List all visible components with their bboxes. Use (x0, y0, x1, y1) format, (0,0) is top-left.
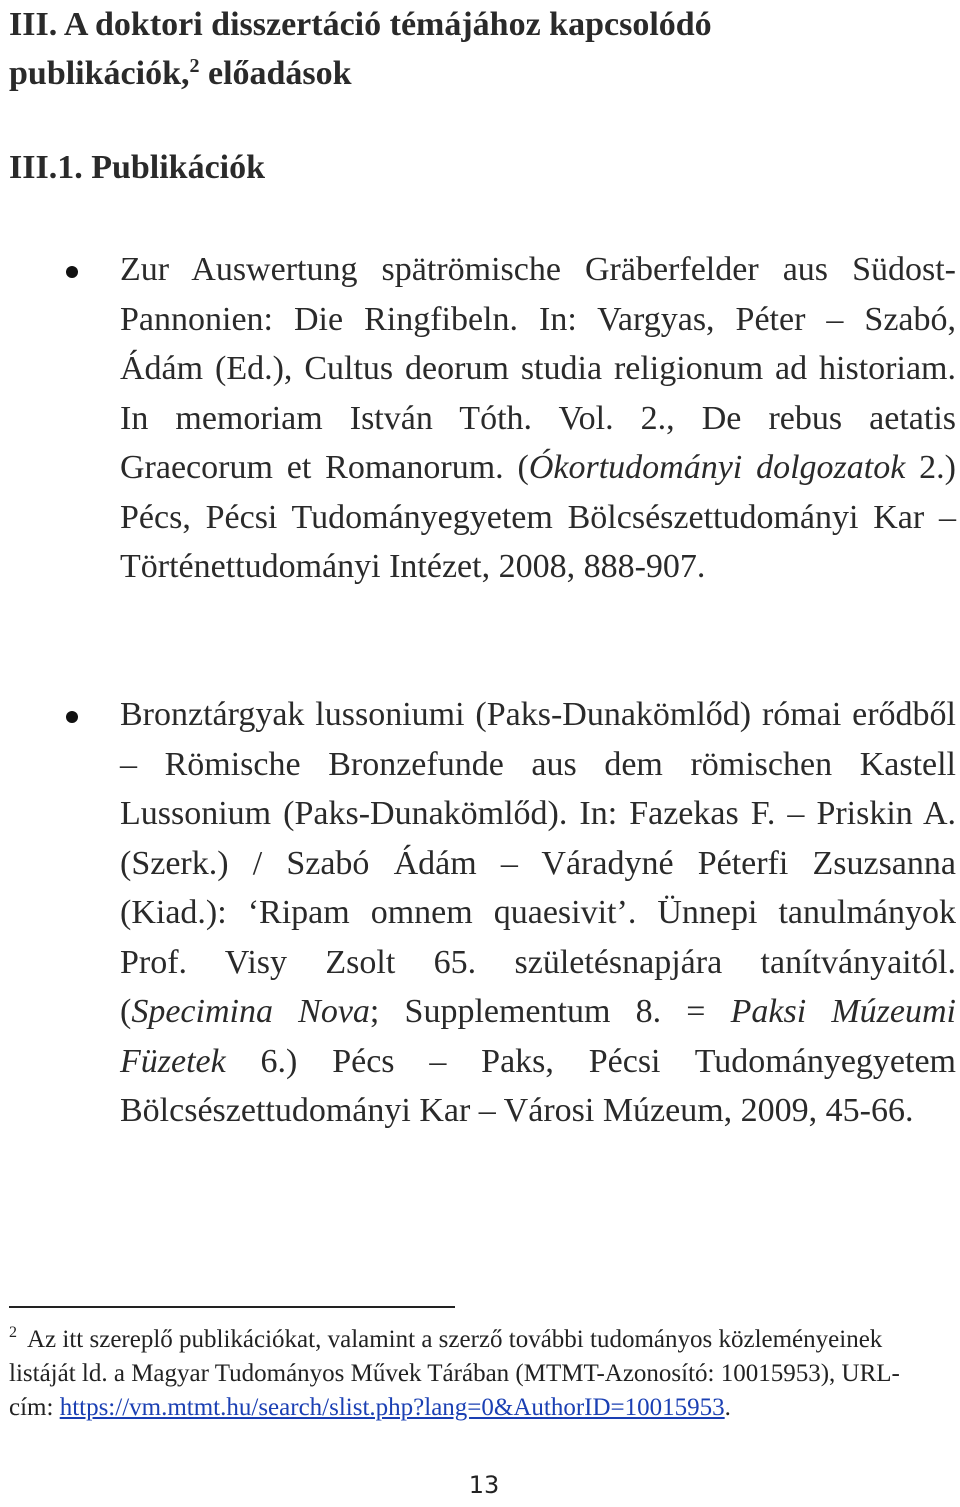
publication-text: Zur Auswertung spätrömische Gräberfelder aus Südost-Pannonien: Die Ringfibeln. In: Vargyas, Péter – Szabó, Ádám (Ed.), Cultus deorum studia religionum ad historiam. In memoriam István Tóth. Vol. 2., De rebus aetatis Graecorum et Romanorum. ( (120, 251, 956, 486)
mtmt-link[interactable]: https://vm.mtmt.hu/search/slist.php?lang=0&AuthorID=10015953 (59, 1394, 725, 1421)
footnote-marker: 2 (9, 1324, 17, 1341)
chapter-heading (9, 0, 949, 98)
publication-text: 2.) Pécs, Pécsi Tudományegyetem Bölcsészettudományi Kar – Történettudományi Intézet, 2008, 888-907. (120, 449, 956, 585)
section-heading: III.1. Publikációk (9, 149, 266, 186)
footnote-text: Az itt szereplő publikációkat, valamint a szerző további tudományos közleményeinek listáját ld. a Magyar Tudományos Művek Tárában (MTMT-Azonosító: 10015953), URL-cím: (9, 1326, 900, 1421)
publication-text: Bronztárgyak lussoniumi (Paks-Dunakömlőd) római erődből – Römische Bronzefunde aus dem römischen Kastell Lussonium (Paks-Dunakömlőd). In: Fazekas F. – Priskin A. (Szerk.) / Szabó Ádám – Váradyné Péterfi Zsuzsanna (Kiad.): ‘Ripam omnem quaesivit’. Ünnepi tanulmányok Prof. Visy Zsolt 65. születésnapjára tanítványaitól. ( (120, 696, 956, 1030)
publication-text: 6.) Pécs – Paks, Pécsi Tudományegyetem Bölcsészettudományi Kar – Városi Múzeum, 2009, 45-66. (120, 1042, 956, 1129)
chapter-heading-line2: publikációk, (9, 55, 190, 92)
footnote-reference[interactable]: 2 (189, 55, 200, 77)
series-title: Ókortudományi dolgozatok (528, 449, 906, 486)
footnote-separator (9, 1306, 455, 1308)
publication-text: ; Supplementum 8. = (369, 993, 731, 1030)
page-number: 13 (468, 1471, 500, 1499)
footnote (9, 1323, 939, 1425)
bullet-icon (66, 711, 78, 723)
bullet-icon (66, 266, 78, 278)
series-title: Specimina Nova (131, 993, 370, 1030)
series-title: Paksi Múzeumi Füzetek (120, 993, 956, 1080)
footnote-end: . (724, 1394, 731, 1421)
publication-entry (120, 690, 956, 1136)
publication-entry (120, 245, 956, 592)
chapter-heading-line2-end: előadások (199, 55, 352, 92)
chapter-heading-line1: III. A doktori disszertáció témájához kapcsolódó (9, 6, 712, 43)
